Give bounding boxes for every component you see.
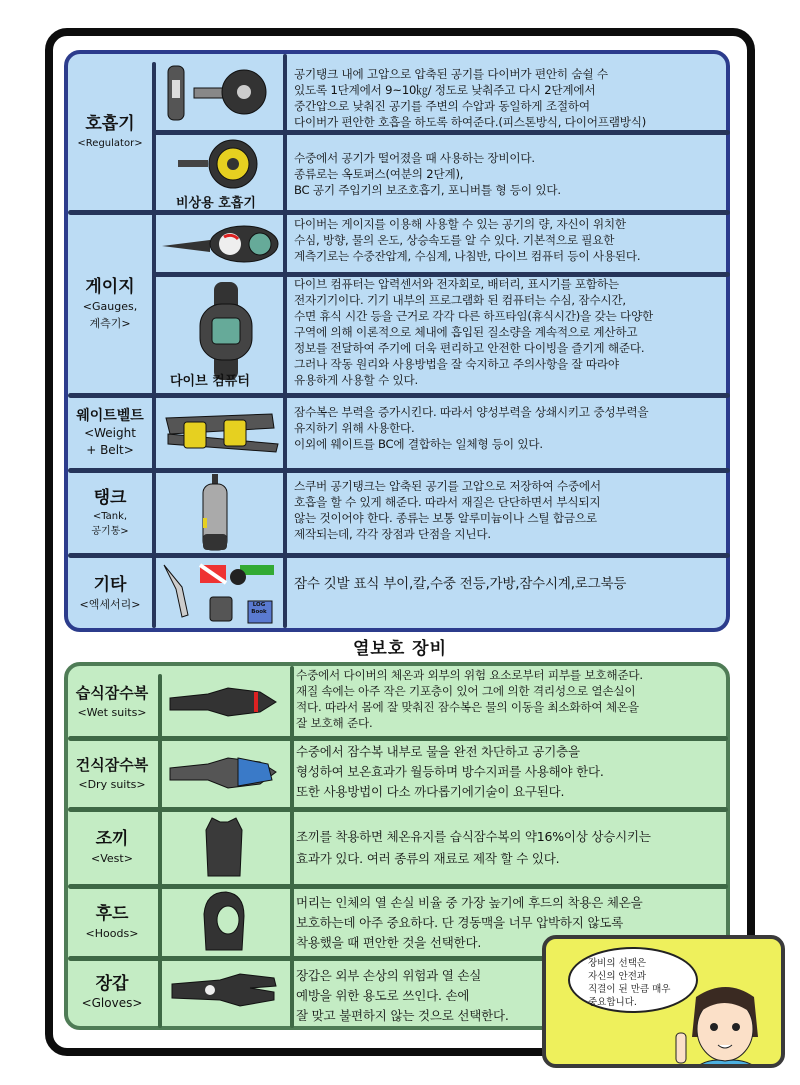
category-subtitle: <Regulator>: [77, 137, 143, 149]
dry-suit-description: 수중에서 잠수복 내부로 물을 완전 차단하고 공기층을 형성하여 보온효과가 월등하며 방수지퍼를 사용해야 한다. 또한 사용방법이 다소 까다롭기에기술이 요구된다.: [296, 744, 604, 799]
category-name: 호흡기: [85, 113, 135, 134]
category-gloves: [68, 958, 156, 1026]
gloves-icon: [170, 964, 280, 1018]
category-subtitle: <Tank, 공기통>: [91, 511, 129, 537]
category-name: 웨이트벨트: [76, 408, 144, 424]
category-dry-suit: [68, 738, 156, 808]
row-divider: [68, 884, 728, 889]
column-divider: [283, 54, 287, 628]
category-name: 기타: [93, 574, 127, 595]
octopus-description: 수중에서 공기가 떨어졌을 때 사용하는 장비이다. 종류로는 옥토퍼스(여분의 2단계), BC 공기 주입기의 보조호흡기, 포니버틀 형 등이 있다.: [294, 151, 561, 197]
character-illustration: [666, 977, 785, 1068]
vest-description: 조끼를 착용하면 체온유지를 습식잠수복의 약16%이상 상승시키는 효과가 있다. 여러 종류의 재료로 제작 할 수 있다.: [296, 829, 651, 866]
gauges-description: 다이버는 게이지를 이용해 사용할 수 있는 공기의 량, 자신이 위치한 수심, 방향, 물의 온도, 상승속도를 알 수 있다. 기본적으로 필요한 계측기로는 수중잔압계, 수심계, 나침반, 다이브 컴퓨터 등이 사용된다.: [294, 217, 641, 263]
vest-icon: [204, 816, 244, 878]
category-tank: [68, 472, 152, 554]
dive-computer-description: 다이브 컴퓨터는 압력센서와 전자회로, 배터리, 표시기를 포함하는 전자기기이다. 기기 내부의 프로그램화 된 컴퓨터는 수심, 잠수시간, 수면 휴식 시간 등을 근거로 각각 다른 하프타임(휴식시간)을 갖는 다양한 구역에 의해 이론적으로 체내에 흡입된 질소량을 계속적으로 계산하고 정보를 전달하여 주기에 더욱 편리하고 안전한 다이빙을 즐기게 해준다. 그러나 작동 원리와 사용방법을 잘 숙지하고 주의사항을 잘 따라야 유용하게 사용할 수 있다.: [294, 277, 654, 387]
gloves-description: 장갑은 외부 손상의 위험과 열 손실 예방을 위한 용도로 쓰인다. 손에 잘 맞고 불편하지 않는 것으로 선택한다.: [296, 968, 509, 1023]
row-divider: [68, 468, 730, 473]
logbook-label: LOG Book: [251, 602, 267, 615]
hood-description: 머리는 인체의 열 손실 비율 중 가장 높기에 후드의 착용은 체온을 보호하는데 아주 중요하다. 단 경동맥을 너무 압박하지 않도록 착용했을 때 편안한 것을 선택한다.: [296, 895, 643, 950]
weight-belt-description: 잠수복은 부력을 증가시킨다. 따라서 양성부력을 상쇄시키고 중성부력을 유지하기 위해 사용한다. 이외에 웨이트를 BC에 결합하는 일체형 등이 있다.: [294, 405, 649, 451]
category-name: 습식잠수복: [75, 683, 149, 702]
category-name: 탱크: [93, 488, 127, 508]
regulator-description: 공기탱크 내에 고압으로 압축된 공기를 다이버가 편안히 숨쉴 수 있도록 1단계에서 9~10㎏/ 정도로 낮춰주고 다시 2단계에서 중간압으로 낮춰진 공기를 주변의 수압과 동일하게 조절하여 다이버가 편안한 호흡을 하도록 하여준다.(피스톤방식, 다이어프램방식): [294, 67, 647, 129]
category-subtitle: <Weight + Belt>: [84, 426, 136, 457]
thermal-section-title: 열보호 장비: [352, 639, 448, 659]
hood-icon: [200, 890, 248, 954]
row-divider: [68, 553, 730, 558]
row-divider: [68, 393, 730, 398]
category-name: 게이지: [85, 277, 135, 297]
gauge-console-icon: [160, 222, 280, 266]
category-vest: [68, 810, 156, 884]
weight-belt-icon: [162, 404, 282, 460]
breathing-equipment-panel: [64, 50, 730, 632]
accessories-description: 잠수 깃발 표식 부이,칼,수중 전등,가방,잠수시계,로그북등: [294, 576, 627, 592]
category-subtitle: <엑세서리>: [79, 597, 141, 611]
category-subtitle: <Gloves>: [81, 995, 143, 1010]
dive-computer-icon: [196, 282, 256, 380]
octopus-caption: 비상용 호흡기: [176, 196, 256, 211]
regulator-icon: [160, 62, 278, 126]
wet-suit-description: 수중에서 다이버의 체온과 외부의 위험 요소로부터 피부를 보호해준다. 재질 속에는 아주 작은 기포층이 있어 그에 의한 격리성으로 열손실이 적다. 따라서 몸에 잘 맞춰진 잠수복은 물의 이동을 최소화하여 체온을 잘 보호해 준다.: [296, 668, 643, 730]
speech-bubble: 장비의 선택은 자신의 안전과 직결이 된 만큼 매우 중요합니다.: [568, 947, 698, 1013]
row-divider: [152, 130, 730, 135]
wet-suit-icon: [168, 680, 280, 726]
row-divider: [68, 807, 728, 812]
row-divider: [68, 210, 730, 215]
column-divider: [152, 62, 156, 628]
category-regulator: [68, 54, 152, 210]
tank-description: 스쿠버 공기탱크는 압축된 공기를 고압으로 저장하여 수중에서 호흡을 할 수 있게 해준다. 따라서 재질은 단단하면서 부식되지 않는 것이어야 한다. 종류는 보통 알루미늄이나 스틸 합금으로 제작되는데, 각각 장점과 단점을 지닌다.: [294, 479, 601, 541]
air-tank-icon: [200, 474, 230, 552]
category-name: 건식잠수복: [75, 755, 149, 774]
dive-computer-caption: 다이브 컴퓨터: [170, 374, 250, 389]
category-gauges: [68, 214, 152, 394]
category-name: 후드: [95, 903, 129, 924]
category-subtitle: <Hoods>: [85, 926, 139, 940]
category-name: 조끼: [95, 828, 129, 849]
dry-suit-icon: [168, 748, 280, 798]
category-hood: [68, 886, 156, 958]
column-divider: [158, 674, 162, 1028]
row-divider: [68, 736, 728, 741]
category-accessories: [68, 557, 152, 629]
category-subtitle: <Vest>: [91, 851, 133, 865]
category-subtitle: <Gauges, 계측기>: [82, 300, 138, 330]
category-wet-suit: [68, 666, 156, 736]
category-weight-belt: [68, 396, 152, 470]
tip-box: [542, 935, 785, 1068]
category-name: 장갑: [95, 973, 129, 994]
column-divider: [290, 666, 294, 1028]
category-subtitle: <Dry suits>: [78, 777, 146, 791]
category-subtitle: <Wet suits>: [77, 705, 147, 719]
octopus-regulator-icon: [178, 136, 268, 192]
